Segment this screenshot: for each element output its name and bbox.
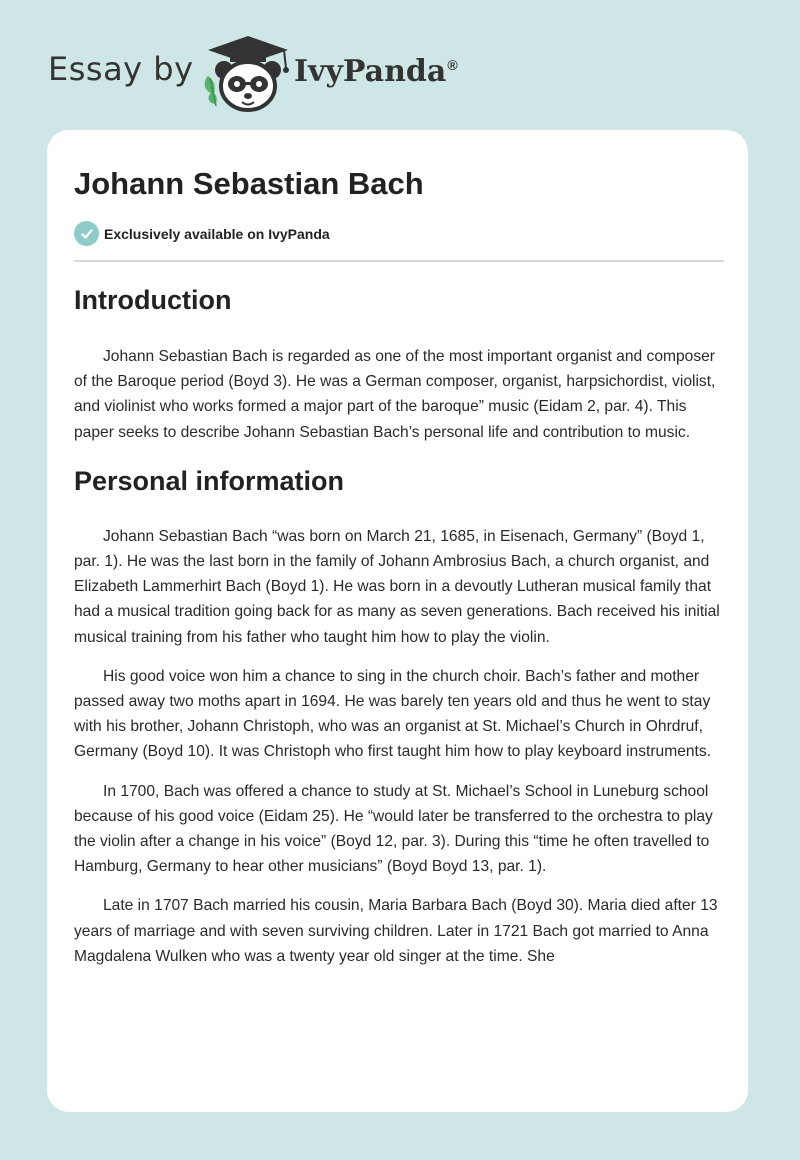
brand-name: IvyPanda	[294, 54, 447, 89]
trademark-symbol: ®	[447, 57, 458, 73]
essay-title: Johann Sebastian Bach	[74, 166, 424, 201]
paragraph: His good voice won him a chance to sing in the church choir. Bach’s father and mother passed away two moths apart in 1694. He was barely ten years old and thus he went to stay with his brother, Johann Christoph, who was an organist at St. Michael’s Church in Ohrdruf, Germany (Boyd 10). It was Christoph who first taught him how to play keyboard instruments.	[74, 667, 712, 761]
essay-card	[47, 130, 748, 1112]
ivypanda-logo-text[interactable]	[294, 54, 458, 89]
section-heading-personal-information: Personal information	[74, 465, 345, 496]
exclusive-badge	[74, 221, 330, 246]
paragraph: Late in 1707 Bach married his cousin, Maria Barbara Bach (Boyd 30). Maria died after 13 years of marriage and with seven surviving children. Later in 1721 Bach got married to Anna Magdalena Wulken who was a twenty year old singer at the time. She	[74, 897, 718, 965]
paragraph: Johann Sebastian Bach “was born on March 21, 1685, in Eisenach, Germany” (Boyd 1, par. 1). He was the last born in the family of Johann Ambrosius Bach, a church organist, and Elizabeth Lammerhirt Bach (Boyd 1). He was born in a devoutly Lutheran musical family that had a musical tradition going back for as many as seven generations. Bach received his initial musical training from his father who taught him how to play the violin.	[74, 527, 720, 646]
essay-content	[74, 282, 724, 969]
title-divider	[74, 260, 724, 262]
section-heading-introduction: Introduction	[74, 285, 232, 315]
paragraph: Johann Sebastian Bach is regarded as one of the most important organist and composer of the Baroque period (Boyd 3). He was a German composer, organist, harpsichordist, violist, and violinist who works formed a major part of the baroque” music (Eidam 2, par. 4). This paper seeks to describe Johann Sebastian Bach’s personal life and contribution to music.	[74, 348, 716, 441]
panda-graduate-icon[interactable]	[200, 34, 296, 114]
exclusive-badge-label: Exclusively available on IvyPanda	[104, 225, 330, 242]
site-header	[48, 28, 752, 118]
check-icon	[74, 221, 99, 246]
paragraph: In 1700, Bach was offered a chance to study at St. Michael’s School in Luneburg school because of his good voice (Eidam 25). He “would later be transferred to the orchestra to play the violin after a change in his voice” (Boyd 12, par. 3). During this “time he often travelled to Hamburg, Germany to hear other musicians” (Boyd Boyd 13, par. 1).	[74, 782, 713, 876]
essay-by-label: Essay by	[48, 50, 194, 88]
